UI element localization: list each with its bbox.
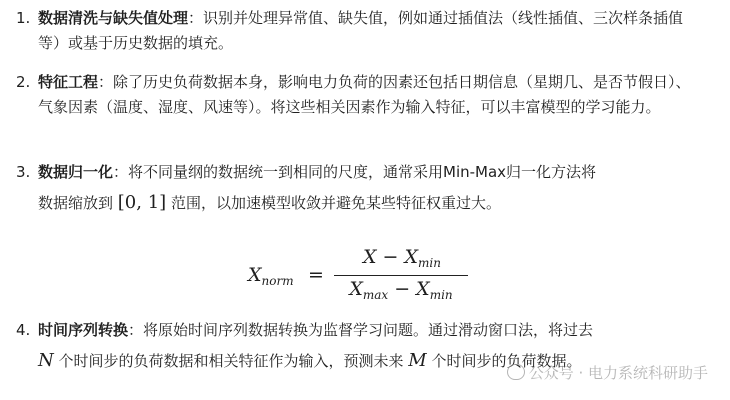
watermark-text: 公众号 · 电力系统科研助手 — [528, 364, 708, 382]
list-item-title: 时间序列转换 — [38, 321, 129, 339]
list-item-number: 3. — [16, 163, 31, 181]
formula-denominator: $X_{max} - X_{min}$ — [349, 278, 453, 302]
list-item-text: 个时间步的负荷数据和相关特征作为输入，预测未来 — [53, 352, 409, 370]
list-item-title: 数据清洗与缺失值处理 — [38, 9, 189, 27]
normalization-formula — [248, 246, 508, 306]
formula-lhs: $X_{norm}$ — [248, 264, 294, 288]
list-item-number: 2. — [16, 73, 31, 91]
list-item — [0, 6, 730, 56]
math-variable-m: M — [408, 350, 427, 371]
watermark — [507, 362, 708, 383]
list-item-continuation — [38, 185, 596, 221]
formula-equals: = — [308, 264, 324, 286]
list-item-text: ：识别并处理异常值、缺失值，例如通过插值法（线性插值、三次样条插值等）或基于历史数据的填充。 — [38, 9, 684, 52]
range-math: [0, 1] — [117, 192, 167, 213]
fraction-bar — [334, 275, 468, 276]
list-item — [0, 160, 626, 221]
list-item-title: 特征工程 — [38, 73, 99, 91]
formula-numerator: $X - X_{min}$ — [362, 246, 441, 270]
list-item-title: 数据归一化 — [38, 163, 114, 181]
list-item-number: 1. — [16, 9, 31, 27]
wechat-icon — [507, 364, 525, 380]
list-item-text: 范围，以加速模型收敛并避免某些特征权重过大。 — [166, 194, 501, 212]
list-item-text: ：将原始时间序列数据转换为监督学习问题。通过滑动窗口法，将过去 — [128, 321, 594, 339]
list-item-text: ：除了历史负荷数据本身，影响电力负荷的因素还包括日期信息（星期几、是否节假日）、气象因素（温度、湿度、风速等）。将这些相关因素作为输入特征，可以丰富模型的学习能力。 — [38, 73, 691, 116]
list-item-text: 个时间步的负荷数据。 — [426, 352, 582, 370]
list-item — [0, 70, 730, 120]
list-item-number: 4. — [16, 321, 31, 339]
list-item-text: ：将不同量纲的数据统一到相同的尺度，通常采用Min-Max归一化方法将 — [113, 163, 597, 181]
math-variable-n: N — [38, 350, 54, 371]
list-item-text: 数据缩放到 — [38, 194, 118, 212]
